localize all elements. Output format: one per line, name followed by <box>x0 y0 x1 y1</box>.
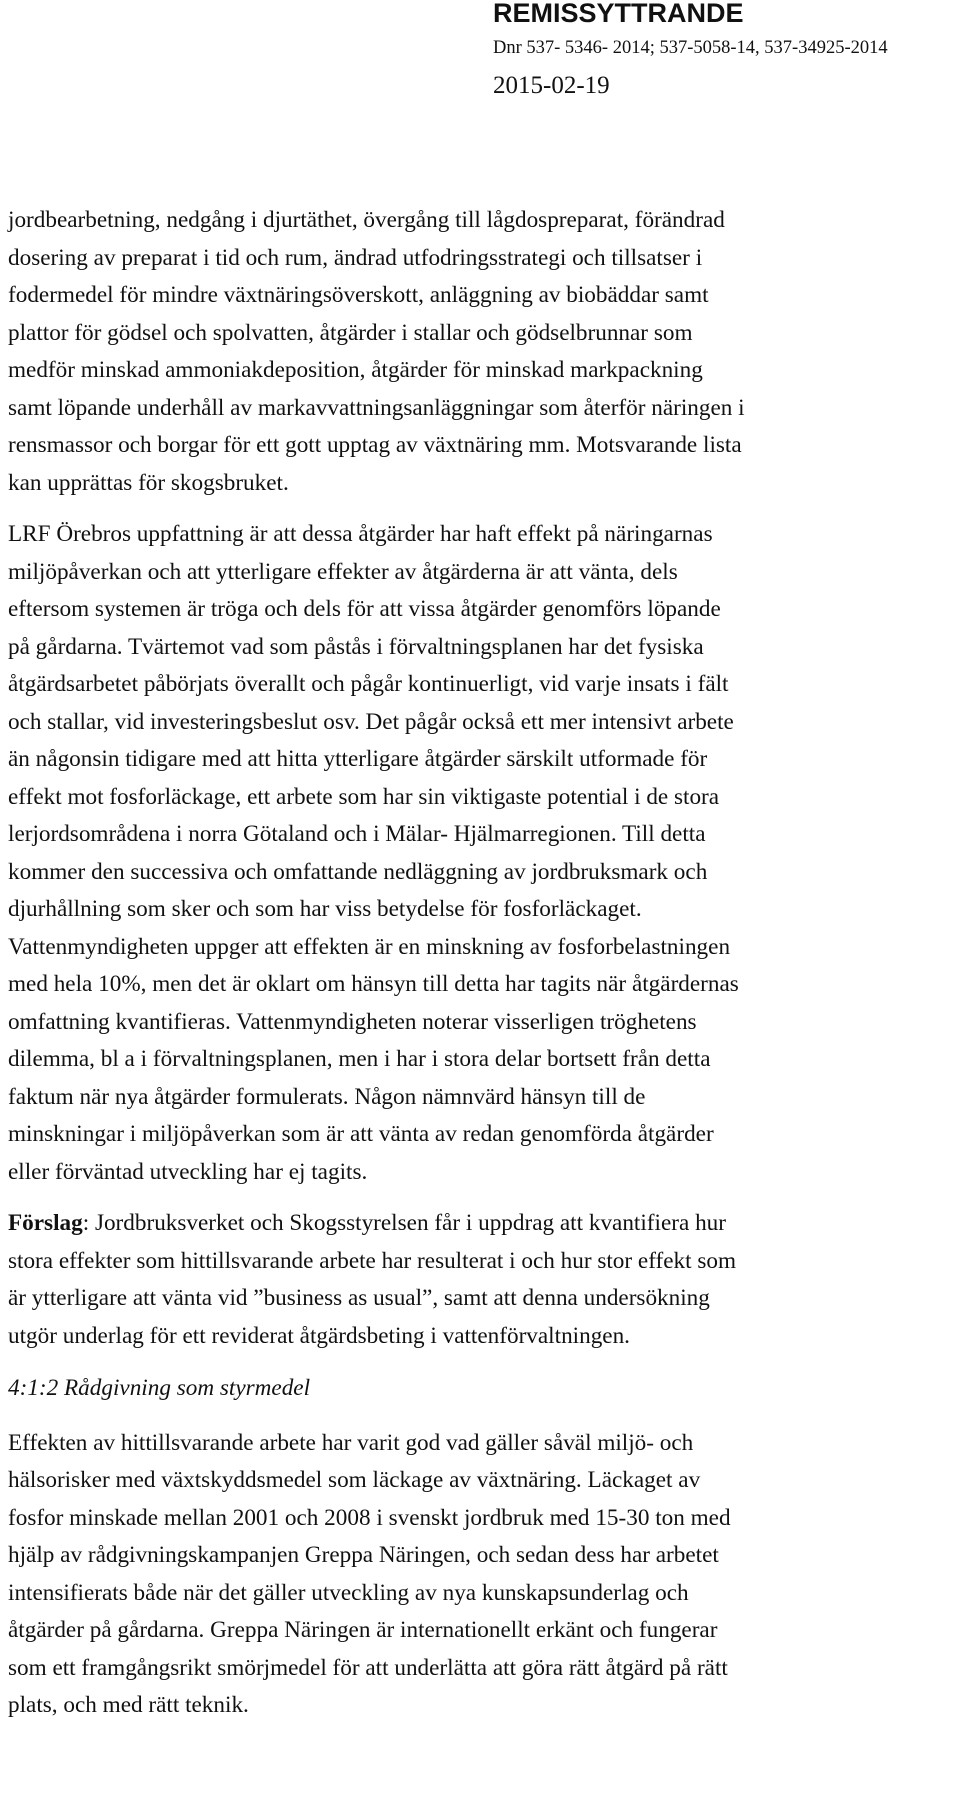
paragraph-lrf-opinion: LRF Örebros uppfattning är att dessa åtgärder har haft effekt på näringarnas miljöpåverkan och att ytterligare effekter av åtgärderna är att vänta, dels eftersom systemen är tröga och dels för att vissa åtgärder genomförs löpande på gårdarna. Tvärtemot vad som påstås i förvaltningsplanen har det fysiska åtgärdsarbetet påbörjats överallt och pågår kontinuerligt, vid varje insats i fält och stallar, vid investeringsbeslut osv. Det pågår också ett mer intensivt arbete än någonsin tidigare med att hitta ytterligare åtgärder särskilt utformade för effekt mot fosforläckage, ett arbete som har sin viktigaste potential i de stora lerjordsområdena i norra Götaland och i Mälar- Hjälmarregionen. Till detta kommer den successiva och omfattande nedläggning av jordbruksmark och djurhållning som sker och som har viss betydelse för fosforläckaget. Vattenmyndigheten uppger att effekten är en minskning av fosforbelastningen med hela 10%, men det är oklart om hänsyn till detta har tagits när åtgärdernas omfattning kvantifieras. Vattenmyndigheten noterar visserligen tröghetens dilemma, bl a i förvaltningsplanen, men i har i stora delar bortsett från detta faktum när nya åtgärder formulerats. Någon nämnvärd hänsyn till de minskningar i miljöpåverkan som är att vänta av redan genomförda åtgärder eller förväntad utveckling har ej tagits. <box>8 521 739 1185</box>
section-heading: 4:1:2 Rådgivning som styrmedel <box>8 1375 311 1401</box>
registration-number: Dnr 537- 5346- 2014; 537-5058-14, 537-34925-2014 <box>493 38 888 58</box>
paragraph-measures: jordbearbetning, nedgång i djurtäthet, övergång till lågdospreparat, förändrad dosering av preparat i tid och rum, ändrad utfodringsstrategi och tillsatser i fodermedel för mindre växtnäringsöverskott, anläggning av biobäddar samt plattor för gödsel och spolvatten, åtgärder i stallar och gödselbrunnar som medför minskad ammoniakdeposition, åtgärder för minskad markpackning samt löpande underhåll av markavvattningsanläggningar som återför näringen i rensmassor och borgar för ett gott upptag av växtnäring mm. Motsvarande lista kan upprättas för skogsbruket. <box>8 207 745 496</box>
proposal-text: : Jordbruksverket och Skogsstyrelsen får i uppdrag att kvantifiera hur stora effekter som hittillsvarande arbete har resulterat i och hur stor effekt som är ytterligare att vänta vid ”business as usual”, samt att denna undersökning utgör underlag för ett reviderat åtgärdsbeting i vattenförvaltningen. <box>8 1210 737 1349</box>
document-type: REMISSYTTRANDE <box>493 0 744 28</box>
proposal-label: Förslag <box>8 1210 83 1236</box>
document-date: 2015-02-19 <box>493 72 610 99</box>
document-body <box>8 202 956 1725</box>
paragraph-advisory: Effekten av hittillsvarande arbete har varit god vad gäller såväl miljö- och hälsorisker med växtskyddsmedel som läckage av växtnäring. Läckaget av fosfor minskade mellan 2001 och 2008 i svenskt jordbruk med 15-30 ton med hjälp av rådgivningskampanjen Greppa Näringen, och sedan dess har arbetet intensifierats både när det gäller utveckling av nya kunskapsunderlag och åtgärder på gårdarna. Greppa Näringen är internationellt erkänt och fungerar som ett framgångsrikt smörjmedel för att underlätta att göra rätt åtgärd på rätt plats, och med rätt teknik. <box>8 1429 731 1718</box>
paragraph-proposal <box>8 1205 956 1355</box>
